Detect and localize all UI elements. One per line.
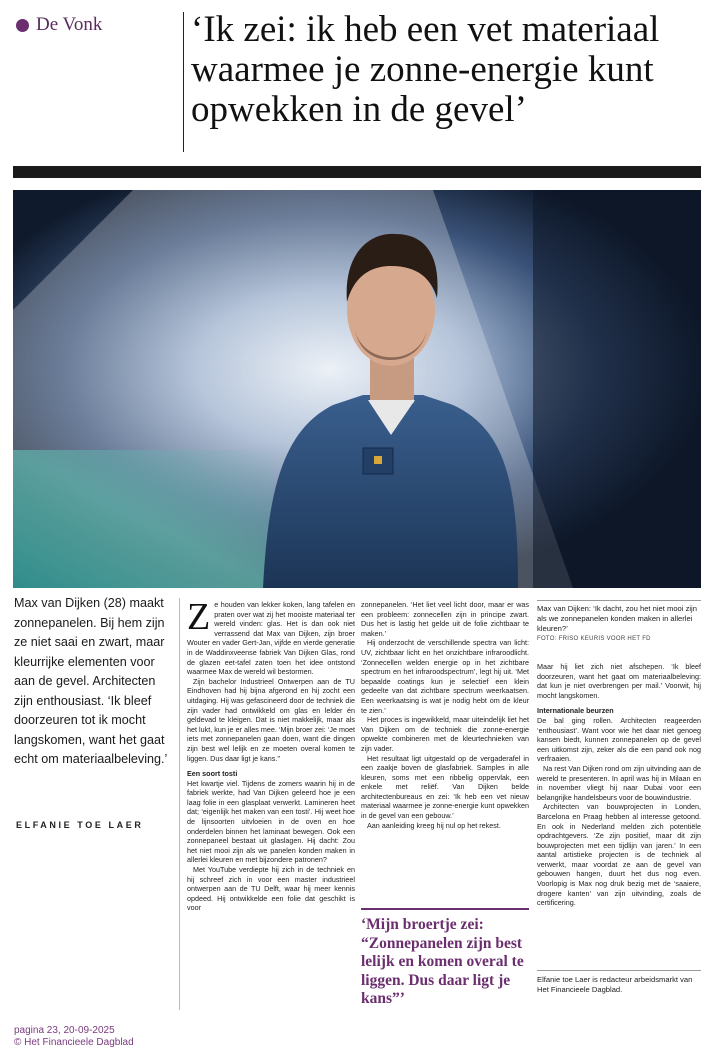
paragraph: Het kwartje viel. Tijdens de zomers waarin hij in de fabriek werkte, had Van Dijken geleerd hoe je een laag folie in een glasplaat verwerkt. Lamineren heet dat; ‘eigenlijk het maken van een tosti’. Hij weet hoe de lijnsoorten uitvloeien in de oven en hoe onderdelen binnen het laminaat bewegen. Ook een zonnepaneel bestaat uit glaslagen. Hij dacht: Zou het niet mooi zijn als we panelen konden maken in allerlei kleuren en met bijzondere patronen? xyxy=(187,778,355,865)
section-label-text: De Vonk xyxy=(36,14,103,35)
paragraph: Hij onderzocht de verschillende spectra van licht: UV, zichtbaar licht en het onzichtbare infraroodlicht. ‘Zonnecellen welden energie op in het zichtbare spectrum en het infraroodspectrum’, legt hij uit. ‘Met bepaalde coatings kun je selectief een klein gedeelte van dat zichtbare spectrum weerkaatsen. Een weerkaatsing is wat je nodig hebt om de kleur te zien.’ xyxy=(361,638,529,715)
column-divider xyxy=(179,598,180,1010)
caption-text: Max van Dijken: ‘Ik dacht, zou het niet mooi zijn als we zonnepanelen konden maken in allerlei kleuren?’ xyxy=(537,604,697,633)
copyright: © Het Financieele Dagblad xyxy=(14,1037,134,1048)
portrait-photo xyxy=(13,190,701,588)
paragraph: Met YouTube verdiepte hij zich in de techniek en hij schreef zich in voor een master industrieel ontwerpen aan de TU Delft, waar hij meer kennis opdeed. Hij ontwikkelde een folie dat geschikt is voor xyxy=(187,865,355,913)
section-label xyxy=(16,14,102,36)
paragraph: Het proces is ingewikkeld, maar uiteindelijk liet het Van Dijken om de techniek die zonne-energie opwekte combineren met de kleurtechnieken van zijn vader. xyxy=(361,715,529,753)
author-note-text: Elfanie toe Laer is redacteur arbeidsmarkt van Het Financieele Dagblad. xyxy=(537,975,693,994)
subheading: Een soort tosti xyxy=(187,769,238,779)
intro-text: Max van Dijken (28) maakt zonnepanelen. Bij hem zijn ze niet saai en zwart, maar kleurrijke elementen voor aan de gevel. Architecten zijn enthousiast. ‘Ik bleef doorzeuren tot ik mocht langskomen, want het gaat echt om materiaalbeleving.’ xyxy=(14,596,168,766)
paragraph: e houden van lekker koken, lang tafelen en praten over wat zij het mooiste materiaal ter wereld vinden: glas. Het is dan ook niet verrassend dat Max van Dijken, zijn broer Wouter en vader Gert-Jan, vijfde en vierde generatie in de Waddinxveense fabriek Van Dijken Glas, rond de glazen eet-tafel zaten toen het idee ontstond waarmee Max de wereld wil bestormen. xyxy=(187,600,355,677)
paragraph: Architecten van bouwprojecten in Londen, Barcelona en Praag hebben al interesse getoond. En ook in Nederland melden zich potentiële opdrachtgevers. ‘Ze zijn positief, maar dit zijn bouwprojecten met een tijdlijn van jaren.’ In een aantal artistieke projecten is de techniek al verwerkt, maar voordat ze aan de gevel van gebouwen hangen, duurt het dus nog even. Voorlopig is Max nog druk bezig met de ‘saaiere, drogere kanten’ van zijn uitvinding, zoals de certificering. xyxy=(537,802,701,908)
article-column-2 xyxy=(361,600,529,830)
paragraph: Na rest Van Dijken rond om zijn uitvinding aan de wereld te presenteren. In april was hij in Milaan en in november vliegt hij naar Dubai voor een belangrijke handelsbeurs voor de bouwindustrie. xyxy=(537,763,701,802)
page-number-date: pagina 23, 20-09-2025 xyxy=(14,1025,115,1036)
section-dot-icon xyxy=(16,19,29,32)
subheading: Internationale beurzen xyxy=(537,706,614,716)
paragraph: zonnepanelen. ‘Het liet veel licht door, maar er was een probleem: zonnecellen zijn in principe zwart. Dus het is lastig het gelde uit de folie zichtbaar te maken.’ xyxy=(361,600,529,638)
page-footer xyxy=(14,1025,134,1049)
author-byline: ELFANIE TOE LAER xyxy=(16,820,144,830)
paragraph: Maar hij liet zich niet afschepen. ‘Ik bleef doorzeuren, want het gaat om materiaalbeleving: dat kun je niet overbrengen per mail.’ Voorwit, hij mocht langskomen. xyxy=(537,662,701,700)
paragraph: Zijn bachelor Industrieel Ontwerpen aan de TU Eindhoven had hij bijna afgerond en hij zocht een uitdaging. Hij was gefascineerd door de techniek die zijn vader had ontwikkeld om glas en lelder én geldevad te kleigen. Dat is niet makkelijk, maar als het lukt, kun je er alles mee. ‘Mijn broer zei: ‘Je moet iets met zonnepanelen gaan doen, want die dingen zijn best wel lelijk en ze moeten overal komen te liggen. Dus daar ligt je kans.’’ xyxy=(187,676,355,763)
drop-cap: Z xyxy=(187,596,211,638)
pull-quote: ‘Mijn broertje zei: “Zonnepanelen zijn best lelijk en komen overal te liggen. Dus daar ligt je kans”’ xyxy=(361,916,524,1007)
author-note xyxy=(537,970,701,995)
article-column-3 xyxy=(537,662,701,908)
header-divider xyxy=(183,12,184,152)
pull-quote-box xyxy=(361,908,529,1009)
article-column-1 xyxy=(187,596,355,913)
photo-credit: FOTO: FRISO KEURIS VOOR HET FD xyxy=(537,636,651,642)
paragraph: Het resultaat ligt uitgestald op de vergaderafel in een zaakje boven de glasfabriek. Samples in alle kleuren, soms met een ribbelig oppervlak, een enkele met reliëf. Van Dijken belde architectenbureaus en zei: ‘Ik heb een vet nieuw materiaal waarmee je zonne-energie kunt opwekken in de gevel van een gebouw.’ xyxy=(361,753,529,821)
paragraph: Aan aanleiding kreeg hij nul op het rekest. xyxy=(367,820,501,830)
headline-bar xyxy=(13,166,701,178)
headline: ‘Ik zei: ik heb een vet materiaal waarmee je zonne-energie kunt opwekken in de gevel’ xyxy=(191,9,660,130)
paragraph: De bal ging rollen. Architecten reageerden ‘enthousiast’. Want voor wie het daar niet genoeg kansen biedt, kunnen zonnepanelen op de gevel een uitkomst zijn, zeker als die een pand ook nog verfraaien. xyxy=(537,715,701,764)
photo-caption xyxy=(537,600,701,642)
